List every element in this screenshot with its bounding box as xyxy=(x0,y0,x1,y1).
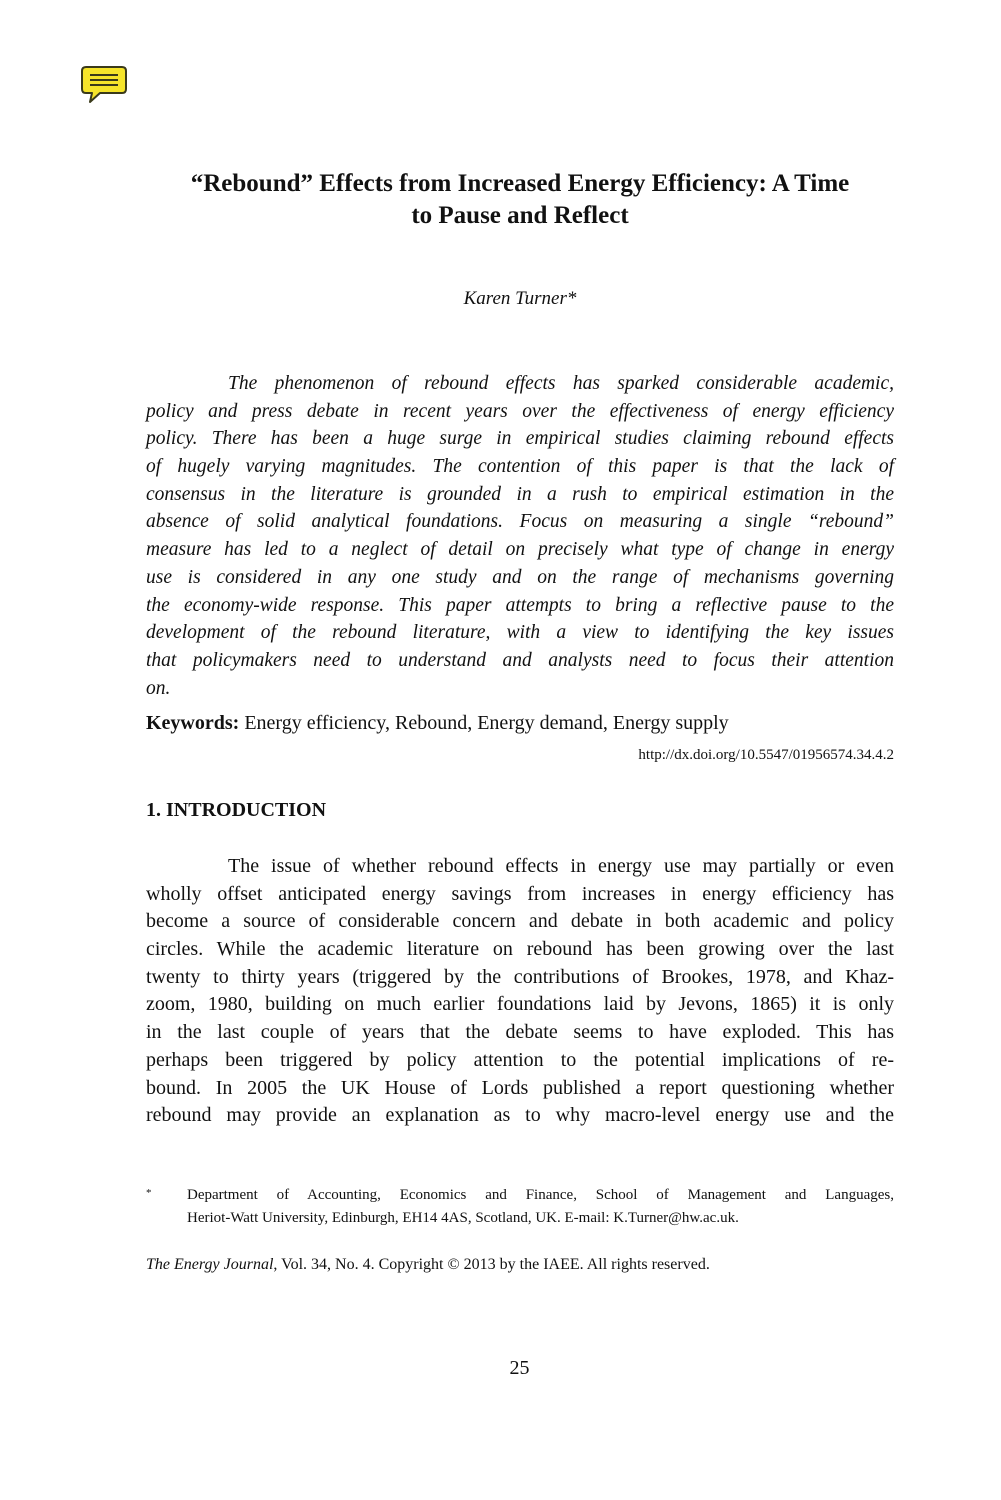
body-line: bound. In 2005 the UK House of Lords published a report questioning whether xyxy=(146,1076,894,1099)
author-name: Karen Turner* xyxy=(463,288,577,309)
comment-note-icon[interactable] xyxy=(80,64,128,106)
abstract xyxy=(146,370,894,702)
abstract-line: The phenomenon of rebound effects has sparked considerable academic, xyxy=(228,373,894,394)
abstract-line: measure has led to a neglect of detail on precisely what type of change in energy xyxy=(146,539,894,561)
keywords-label: Keywords: xyxy=(146,712,240,734)
keywords-text: Energy efficiency, Rebound, Energy demand, Energy supply xyxy=(244,712,729,734)
body-line: zoom, 1980, building on much earlier foundations laid by Jevons, 1865) it is only xyxy=(146,993,894,1016)
journal-name: The Energy Journal xyxy=(146,1256,274,1273)
abstract-line: that policymakers need to understand and analysts need to focus their attention xyxy=(146,649,894,671)
keywords xyxy=(146,710,906,736)
body-line: become a source of considerable concern and debate in both academic and policy xyxy=(146,910,894,933)
journal-citation xyxy=(146,1254,710,1276)
abstract-line: use is considered in any one study and on the range of mechanisms governing xyxy=(146,566,894,588)
page-number: 25 xyxy=(509,1357,530,1379)
paper-title xyxy=(140,168,900,232)
abstract-line: absence of solid analytical foundations. Focus on measuring a single “rebound” xyxy=(146,511,894,533)
abstract-line: policy and press debate in recent years over the effectiveness of energy efficiency xyxy=(146,400,894,422)
footnote-mark: * xyxy=(146,1187,152,1199)
abstract-line: on. xyxy=(146,677,171,699)
paper-title-line-1: “Rebound” Effects from Increased Energy Efficiency: A Time xyxy=(190,170,850,197)
introduction-body xyxy=(146,853,894,1130)
body-line: in the last couple of years that the debate seems to have exploded. This has xyxy=(146,1021,894,1044)
footnote-line: Heriot-Watt University, Edinburgh, EH14 4AS, Scotland, UK. E-mail: K.Turner@hw.ac.uk. xyxy=(187,1210,739,1226)
body-line: wholly offset anticipated energy savings from increases in energy efficiency has xyxy=(146,882,894,905)
body-line: circles. While the academic literature on rebound has been growing over the last xyxy=(146,938,894,961)
footnote-text xyxy=(187,1184,894,1230)
section-heading: 1. INTRODUCTION xyxy=(146,799,327,821)
doi-link[interactable]: http://dx.doi.org/10.5547/01956574.34.4.2 xyxy=(638,747,894,763)
comment-note-icon-graphic xyxy=(80,64,128,106)
journal-details: , Vol. 34, No. 4. Copyright © 2013 by the IAEE. All rights reserved. xyxy=(273,1256,710,1273)
abstract-line: development of the rebound literature, with a view to identifying the key issues xyxy=(146,622,894,644)
abstract-line: policy. There has been a huge surge in empirical studies claiming rebound effects xyxy=(146,428,894,450)
abstract-line: the economy-wide response. This paper attempts to bring a reflective pause to the xyxy=(146,594,894,616)
abstract-line: of hugely varying magnitudes. The contention of this paper is that the lack of xyxy=(146,456,894,478)
body-line: The issue of whether rebound effects in energy use may partially or even xyxy=(228,855,894,877)
footnote xyxy=(146,1184,894,1230)
body-line: twenty to thirty years (triggered by the contributions of Brookes, 1978, and Khaz- xyxy=(146,965,894,988)
body-line: rebound may provide an explanation as to why macro-level energy use and the xyxy=(146,1104,894,1127)
body-line: perhaps been triggered by policy attention to the potential implications of re- xyxy=(146,1048,894,1071)
footnote-line: Department of Accounting, Economics and Finance, School of Management and Languages, xyxy=(187,1187,894,1203)
paper-title-line-2: to Pause and Reflect xyxy=(411,202,629,229)
abstract-line: consensus in the literature is grounded in a rush to empirical estimation in the xyxy=(146,483,894,505)
